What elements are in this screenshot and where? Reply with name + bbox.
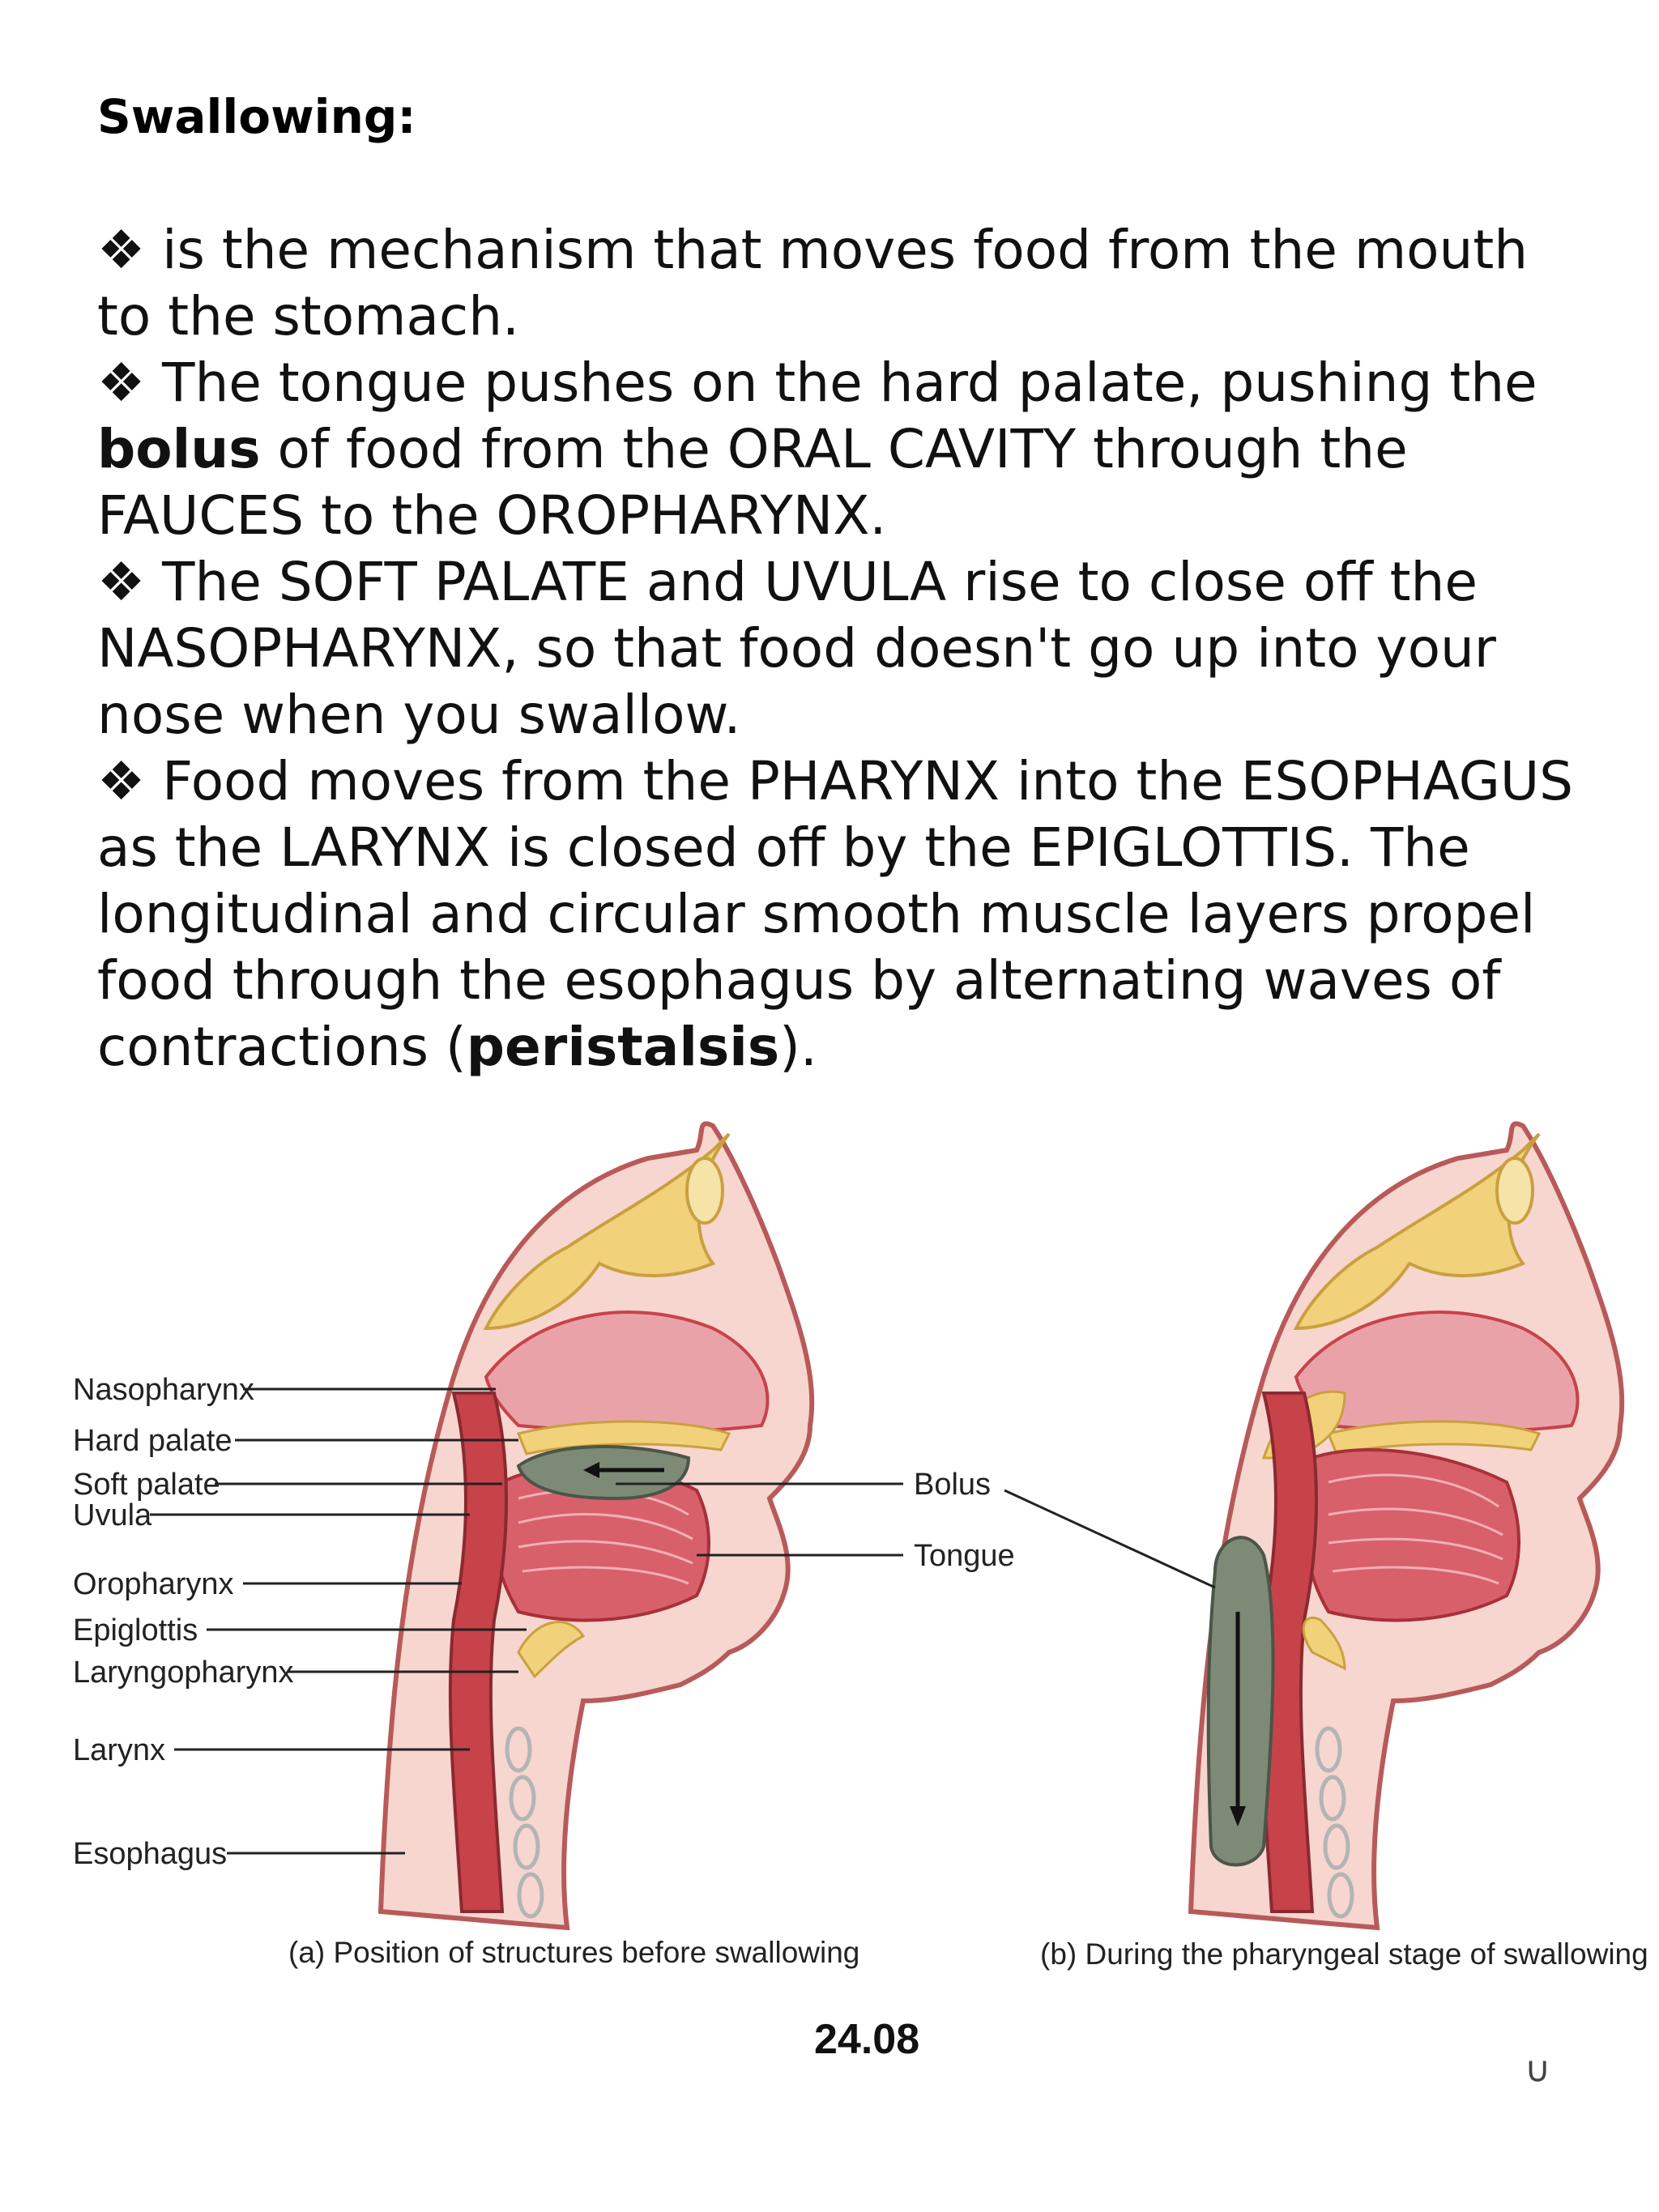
label-larynx: Larynx — [73, 1733, 166, 1767]
page-heading: Swallowing: — [97, 89, 416, 144]
label-epiglottis: Epiglottis — [73, 1613, 198, 1647]
bullet-text: ❖ is the mechanism that moves food from the mouth to the stomach. — [97, 219, 1529, 347]
label-nasopharynx: Nasopharynx — [73, 1373, 254, 1407]
bullet-text: ❖ The tongue pushes on the hard palate, pushing the — [97, 352, 1537, 414]
figure-number: 24.08 — [814, 2016, 920, 2063]
label-tongue: Tongue — [914, 1539, 1015, 1573]
label-oropharynx: Oropharynx — [73, 1567, 234, 1601]
caption-panel-b: (b) During the pharyngeal stage of swallowing — [1040, 1937, 1648, 1971]
bullet-text: ❖ Food moves from the PHARYNX into the ESOPHAGUS as the LARYNX is closed off by the EPIGLOTTIS. The longitudinal and circular smooth muscle layers propel food through the esophagus by alternating waves of contractions ( — [97, 750, 1574, 1078]
bold-term: bolus — [97, 418, 261, 480]
label-uvula: Uvula — [73, 1498, 152, 1532]
bold-term: peristalsis — [466, 1016, 780, 1078]
bullet-text: ). — [779, 1016, 817, 1078]
bullet-text: ❖ The SOFT PALATE and UVULA rise to close off the NASOPHARYNX, so that food doesn't go up into your nose when you swallow. — [97, 551, 1496, 746]
label-soft-palate: Soft palate — [73, 1468, 220, 1502]
label-hard-palate: Hard palate — [73, 1424, 232, 1458]
label-laryngopharynx: Laryngopharynx — [73, 1656, 294, 1690]
panel-a-head — [381, 1123, 812, 1928]
page-number: ∪ — [1525, 2050, 1551, 2090]
label-bolus: Bolus — [914, 1468, 992, 1502]
bullet-text: of food from the ORAL CAVITY through the FAUCES to the OROPHARYNX. — [97, 418, 1408, 547]
label-esophagus: Esophagus — [73, 1837, 228, 1871]
caption-panel-a: (a) Position of structures before swallowing — [288, 1936, 860, 1969]
panel-b-head — [1191, 1123, 1622, 1928]
